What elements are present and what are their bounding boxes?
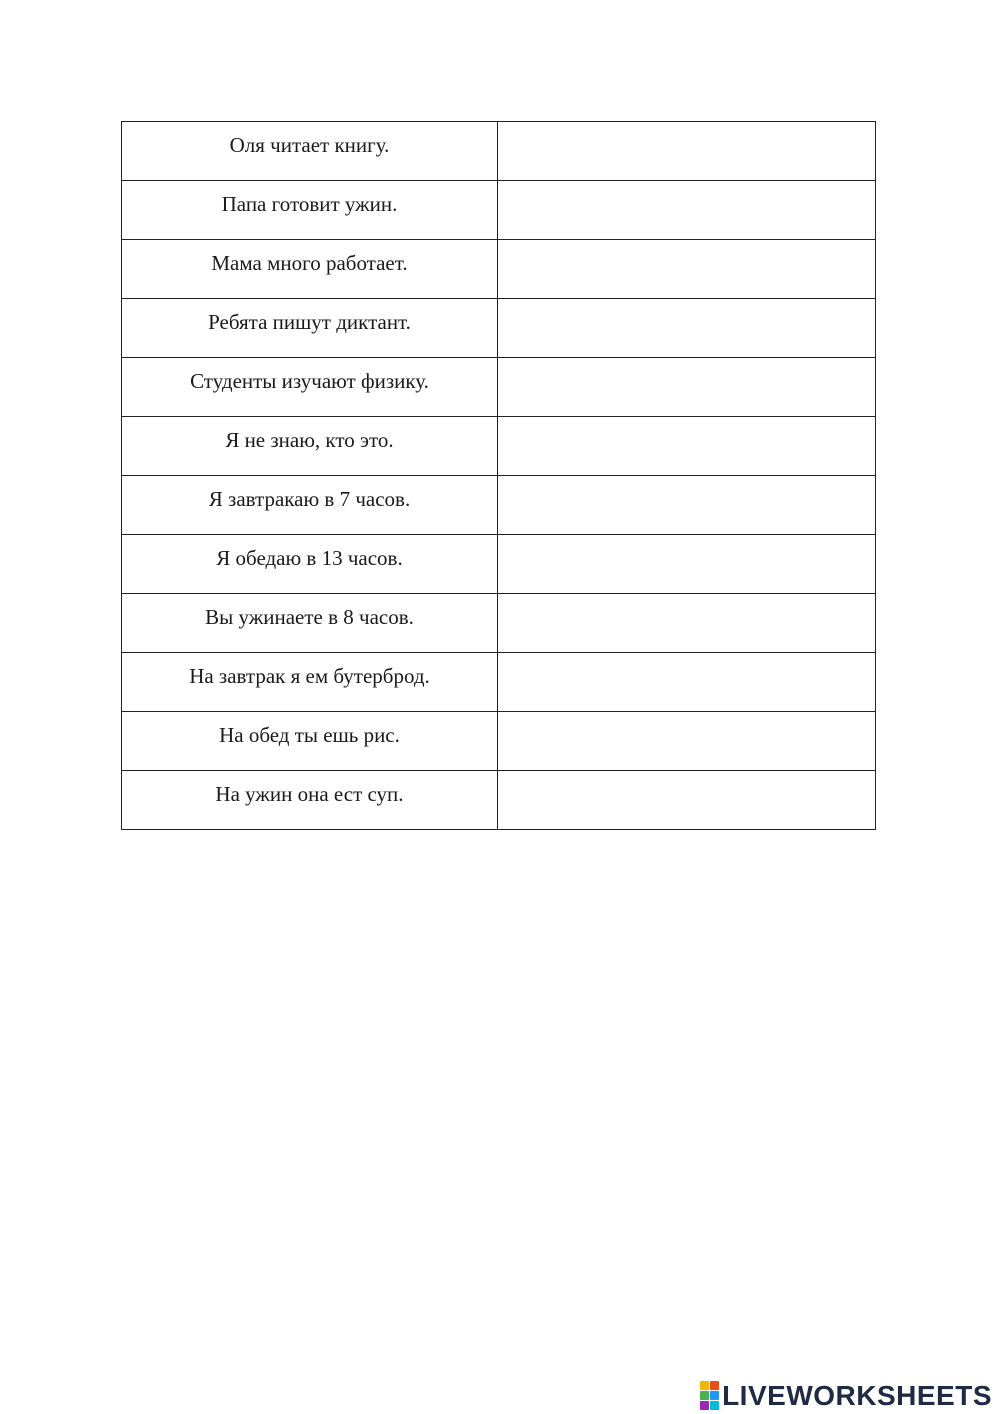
answer-cell[interactable]: [498, 712, 876, 771]
sentence-cell: Я завтракаю в 7 часов.: [122, 476, 498, 535]
answer-cell[interactable]: [498, 358, 876, 417]
logo-block: [700, 1391, 709, 1400]
table-row: [122, 476, 876, 535]
sentence-cell: На завтрак я ем бутерброд.: [122, 653, 498, 712]
sentence-cell: Оля читает книгу.: [122, 122, 498, 181]
table-row: [122, 712, 876, 771]
sentence-cell: Студенты изучают физику.: [122, 358, 498, 417]
table-row: [122, 122, 876, 181]
answer-field[interactable]: [498, 653, 875, 711]
answer-cell[interactable]: [498, 594, 876, 653]
answer-field[interactable]: [498, 122, 875, 180]
sentence-cell: Мама много работает.: [122, 240, 498, 299]
table-row: [122, 594, 876, 653]
logo-block: [710, 1401, 719, 1410]
sentence-cell: На ужин она ест суп.: [122, 771, 498, 830]
answer-field[interactable]: [498, 358, 875, 416]
worksheet-table: [121, 121, 876, 830]
answer-cell[interactable]: [498, 240, 876, 299]
sentence-cell: Вы ужинаете в 8 часов.: [122, 594, 498, 653]
answer-cell[interactable]: [498, 181, 876, 240]
sentence-cell: Папа готовит ужин.: [122, 181, 498, 240]
answer-cell[interactable]: [498, 535, 876, 594]
sentence-cell: Я не знаю, кто это.: [122, 417, 498, 476]
table-row: [122, 181, 876, 240]
sentence-cell: На обед ты ешь рис.: [122, 712, 498, 771]
logo-block: [710, 1381, 719, 1390]
answer-cell[interactable]: [498, 122, 876, 181]
table-row: [122, 771, 876, 830]
logo-block: [710, 1391, 719, 1400]
logo-block: [700, 1401, 709, 1410]
answer-field[interactable]: [498, 535, 875, 593]
answer-field[interactable]: [498, 417, 875, 475]
watermark-text: LIVEWORKSHEETS: [722, 1379, 992, 1411]
table-row: [122, 299, 876, 358]
answer-cell[interactable]: [498, 417, 876, 476]
answer-field[interactable]: [498, 771, 875, 829]
table-row: [122, 240, 876, 299]
answer-field[interactable]: [498, 594, 875, 652]
answer-cell[interactable]: [498, 476, 876, 535]
answer-field[interactable]: [498, 712, 875, 770]
worksheet-table-body: [122, 122, 876, 830]
answer-field[interactable]: [498, 181, 875, 239]
logo-block: [700, 1381, 709, 1390]
answer-cell[interactable]: [498, 771, 876, 830]
answer-field[interactable]: [498, 299, 875, 357]
answer-field[interactable]: [498, 476, 875, 534]
sentence-cell: Я обедаю в 13 часов.: [122, 535, 498, 594]
table-row: [122, 417, 876, 476]
answer-cell[interactable]: [498, 653, 876, 712]
sentence-cell: Ребята пишут диктант.: [122, 299, 498, 358]
table-row: [122, 535, 876, 594]
table-row: [122, 653, 876, 712]
answer-field[interactable]: [498, 240, 875, 298]
answer-cell[interactable]: [498, 299, 876, 358]
liveworksheets-watermark: [700, 1381, 992, 1410]
liveworksheets-logo-icon: [700, 1381, 719, 1410]
table-row: [122, 358, 876, 417]
